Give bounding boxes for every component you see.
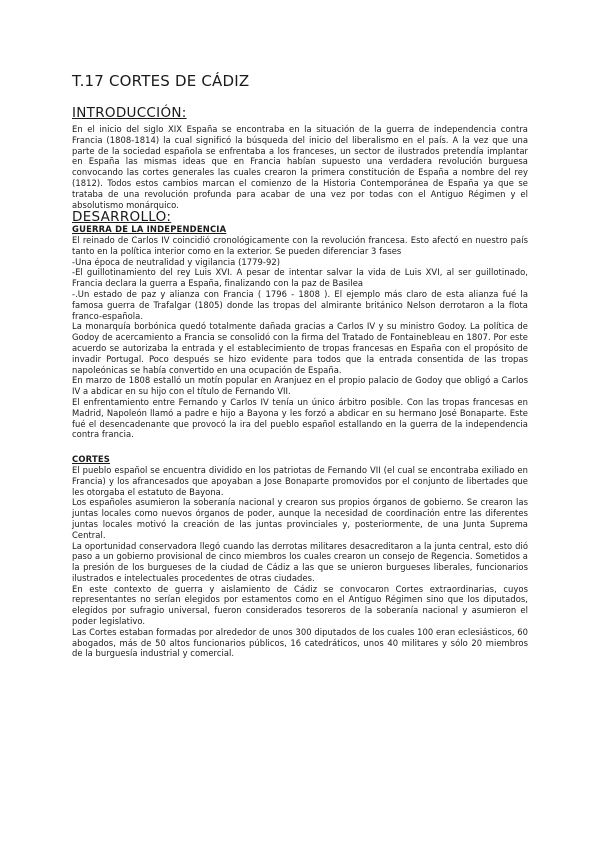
cortes-paragraph: El pueblo español se encuentra dividido en los patriotas de Fernando VII (el cual se encontraba exiliado en Francia) y los afrancesados que apoyaban a Jose Bonaparte promovidos por el conjunto de libertades que les otorgaba el estatuto de Bayona. (72, 464, 528, 497)
guerra-paragraph: -Una época de neutralidad y vigilancia (1779-92) (72, 256, 281, 267)
desarrollo-heading: DESARROLLO: (72, 209, 172, 226)
cortes-heading: CORTES (72, 454, 111, 465)
guerra-heading: GUERRA DE LA INDEPENDENCIA (72, 224, 227, 235)
guerra-paragraph: -El guillotinamiento del rey Luis XVI. A pesar de intentar salvar la vida de Luis XVI, al ser guillotinado, Francia declara la guerra a España, finalizando con la paz de Basilea (72, 267, 528, 289)
cortes-paragraph: Los españoles asumieron la soberanía nacional y crearon sus propios órganos de gobierno. Se crearon las juntas locales como nuevos órganos de poder, aunque la necesidad de coordinación entre las diferentes juntas locales motivó la creación de las juntas provinciales y, posteriormente, de una Junta Suprema Central. (72, 497, 528, 540)
page-title: T.17 CORTES DE CÁDIZ (72, 72, 250, 90)
spacer (72, 440, 528, 454)
document-page (72, 72, 528, 659)
intro-paragraph: En el inicio del siglo XIX España se encontraba en la situación de la guerra de independencia contra Francia (1808-1814) la cual significó la búsqueda del inicio del liberalismo en el país. A la vez que una parte de la sociedad española se enfrentaba a los franceses, un sector de ilustrados pretendía implantar en España las mismas ideas que en Francia habían supuesto una verdadera revolución burguesa convocando las cortes generales las cuales crearon la primera constitución de España a nombre del rey (1812). Todos estos cambios marcan el comienzo de la Historia Contemporánea de España ya que se trataba de una revolución profunda para acabar de una vez por todas con el Antiguo Régimen y el absolutismo monárquico. (72, 124, 528, 210)
cortes-paragraph: En este contexto de guerra y aislamiento de Cádiz se convocaron Cortes extraordinarias, cuyos representantes no serían elegidos por estamentos como en el Antiguo Régimen sino que los diputados, elegidos por sufragio universal, fueron considerados tesoreros de la soberanía nacional y asumieron el poder legislativo. (72, 583, 528, 627)
guerra-paragraph: En marzo de 1808 estalló un motín popular en Aranjuez en el propio palacio de Godoy que obligó a Carlos IV a abdicar en su hijo con el título de Fernando VII. (72, 375, 528, 397)
guerra-paragraph: -.Un estado de paz y alianza con Francia ( 1796 - 1808 ). El ejemplo más claro de esta alianza fué la famosa guerra de Trafalgar (1805) donde las tropas del almirante británico Nelson derrotaron a la flota franco-española. (72, 289, 528, 321)
guerra-paragraph: La monarquía borbónica quedó totalmente dañada gracias a Carlos IV y su ministro Godoy. La política de Godoy de acercamiento a Francia se consolidó con la firma del Tratado de Fontainebleau en 1807. Por este acuerdo se autorizaba la entrada y el establecimiento de tropas francesas en España con el propósito de invadir Portugal. Poco después se hizo evidente para todos que la entrada consentida de las tropas napoleónicas se había convertido en una ocupación de España. (72, 321, 528, 375)
guerra-paragraph: El enfrentamiento entre Fernando y Carlos IV tenía un único árbitro posible. Con las tropas francesas en Madrid, Napoleón llamó a padre e hijo a Bayona y les forzó a abdicar en su hermano José Bonaparte. Este fué el desencadenante que provocó la ira del pueblo español estallando en la guerra de la independencia contra francia. (72, 397, 528, 440)
cortes-paragraph: Las Cortes estaban formadas por alrededor de unos 300 diputados de los cuales 100 eran eclesiásticos, 60 abogados, más de 50 altos funcionarios públicos, 16 catedráticos, unos 40 militares y sólo 20 miembros de la burguesía industrial y comercial. (72, 626, 528, 659)
intro-heading: INTRODUCCIÓN: (72, 105, 187, 121)
cortes-paragraph: La oportunidad conservadora llegó cuando las derrotas militares desacreditaron a la junta central, esto dió paso a un gobierno provisional de cinco miembros los cuales crearon un consejo de Regencia. Sometidos a la presión de los burgueses de la ciudad de Cádiz a las que se unieron burgueses liberales, funcionarios ilustrados e intelectuales procedentes de otras ciudades. (72, 540, 528, 583)
guerra-paragraph: El reinado de Carlos IV coincidió cronológicamente con la revolución francesa. Esto afectó en nuestro país tanto en la política interior como en la exterior. Se pueden diferenciar 3 fases (72, 235, 528, 256)
